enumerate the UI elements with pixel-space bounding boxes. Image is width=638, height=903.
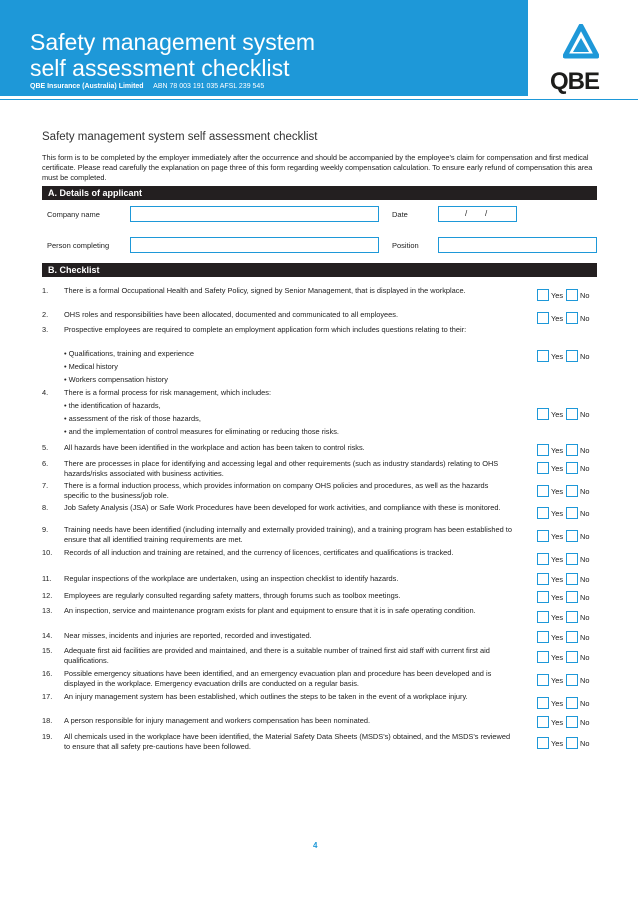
no-checkbox[interactable]	[566, 408, 578, 420]
yes-no-group	[537, 312, 597, 324]
yes-no-group	[537, 507, 597, 519]
yes-checkbox[interactable]	[537, 530, 549, 542]
yes-label: Yes	[551, 487, 564, 496]
no-label: No	[580, 739, 590, 748]
title-line-2: self assessment checklist	[30, 55, 290, 81]
no-label: No	[580, 613, 590, 622]
item-text: OHS roles and responsibilities have been allocated, documented and communicated to all employees.	[64, 310, 399, 319]
no-checkbox[interactable]	[566, 289, 578, 301]
header-banner	[0, 0, 528, 96]
item-number: 9.	[42, 525, 49, 534]
yes-checkbox[interactable]	[537, 716, 549, 728]
logo-wordmark: QBE	[550, 68, 600, 95]
item-number: 11.	[42, 574, 52, 583]
yes-no-group	[537, 674, 597, 686]
no-checkbox[interactable]	[566, 591, 578, 603]
no-label: No	[580, 487, 590, 496]
item-number: 6.	[42, 459, 49, 468]
no-label: No	[580, 509, 590, 518]
item-number: 7.	[42, 481, 49, 490]
company-name-input[interactable]	[130, 206, 379, 222]
no-checkbox[interactable]	[566, 573, 578, 585]
item-number: 19.	[42, 732, 53, 741]
no-checkbox[interactable]	[566, 350, 578, 362]
person-completing-label: Person completing	[47, 241, 110, 250]
item-bullet: • assessment of the risk of those hazards,	[64, 414, 201, 423]
yes-label: Yes	[551, 532, 564, 541]
date-input[interactable]	[438, 206, 517, 222]
yes-label: Yes	[551, 676, 564, 685]
item-number: 17.	[42, 692, 53, 701]
no-checkbox[interactable]	[566, 553, 578, 565]
no-label: No	[580, 410, 590, 419]
item-number: 16.	[42, 669, 53, 678]
no-label: No	[580, 718, 590, 727]
yes-checkbox[interactable]	[537, 631, 549, 643]
no-label: No	[580, 446, 590, 455]
item-text: Possible emergency situations have been identified, and an emergency evacuation plan and procedure has been developed and is displayed in the workplace. Emergency evacuation drills are conducted on a regular basis.	[64, 669, 492, 688]
yes-checkbox[interactable]	[537, 507, 549, 519]
yes-label: Yes	[551, 718, 564, 727]
title-line-1: Safety management system	[30, 29, 316, 55]
no-checkbox[interactable]	[566, 462, 578, 474]
yes-no-group	[537, 631, 597, 643]
item-number: 2.	[42, 310, 49, 319]
item-number: 10.	[42, 548, 53, 557]
yes-no-group	[537, 591, 597, 603]
yes-label: Yes	[551, 739, 564, 748]
no-label: No	[580, 314, 590, 323]
item-text: An injury management system has been established, which outlines the steps to be taken in the event of a workplace injury.	[64, 692, 468, 701]
yes-no-group	[537, 350, 597, 362]
yes-checkbox[interactable]	[537, 350, 549, 362]
page-number: 4	[313, 841, 318, 850]
yes-checkbox[interactable]	[537, 737, 549, 749]
item-number: 13.	[42, 606, 53, 615]
no-checkbox[interactable]	[566, 737, 578, 749]
yes-checkbox[interactable]	[537, 553, 549, 565]
no-checkbox[interactable]	[566, 444, 578, 456]
position-input[interactable]	[438, 237, 597, 253]
yes-no-group	[537, 716, 597, 728]
yes-label: Yes	[551, 613, 564, 622]
no-label: No	[580, 291, 590, 300]
item-text: There is a formal induction process, which provides information on company OHS policies and procedures, as well as the hazards specific to the business/job role.	[64, 481, 489, 500]
date-separator-2: /	[485, 209, 488, 218]
item-bullet: • Workers compensation history	[64, 375, 168, 384]
yes-no-group	[537, 611, 597, 623]
yes-label: Yes	[551, 593, 564, 602]
item-number: 3.	[42, 325, 49, 334]
yes-label: Yes	[551, 555, 564, 564]
yes-label: Yes	[551, 446, 564, 455]
yes-checkbox[interactable]	[537, 462, 549, 474]
yes-no-group	[537, 697, 597, 709]
yes-label: Yes	[551, 410, 564, 419]
no-label: No	[580, 633, 590, 642]
no-label: No	[580, 532, 590, 541]
item-number: 1.	[42, 286, 49, 295]
no-checkbox[interactable]	[566, 631, 578, 643]
item-text: Regular inspections of the workplace are undertaken, using an inspection checklist to identify hazards.	[64, 574, 399, 583]
no-checkbox[interactable]	[566, 716, 578, 728]
company-name: QBE Insurance (Australia) Limited	[30, 83, 144, 90]
item-text: Adequate first aid facilities are provided and maintained, and there is a suitable number of trained first aid staff with current first aid qualifications.	[64, 646, 490, 665]
yes-no-group	[537, 485, 597, 497]
yes-checkbox[interactable]	[537, 591, 549, 603]
no-label: No	[580, 593, 590, 602]
yes-label: Yes	[551, 464, 564, 473]
no-label: No	[580, 555, 590, 564]
item-text: All chemicals used in the workplace have been identified, the Material Safety Data Sheets (MSDS's) obtained, and the MSDS's reviewed to ensure that all safety pre-cautions have been followed.	[64, 732, 511, 751]
yes-no-group	[537, 553, 597, 565]
section-b-heading: B. Checklist	[42, 263, 597, 277]
abn-text: ABN 78 003 191 035 AFSL 239 545	[153, 83, 265, 90]
item-text: A person responsible for injury management and workers compensation has been nominated.	[64, 716, 371, 725]
no-checkbox[interactable]	[566, 611, 578, 623]
yes-checkbox[interactable]	[537, 697, 549, 709]
company-name-label: Company name	[47, 210, 100, 219]
item-bullet: • the identification of hazards,	[64, 401, 161, 410]
yes-checkbox[interactable]	[537, 674, 549, 686]
yes-label: Yes	[551, 653, 564, 662]
item-number: 18.	[42, 716, 53, 725]
yes-checkbox[interactable]	[537, 312, 549, 324]
item-text: An inspection, service and maintenance program exists for plant and equipment to ensure that it is in safe operating condition.	[64, 606, 476, 615]
form-title: Safety management system self assessment checklist	[42, 131, 318, 143]
no-label: No	[580, 653, 590, 662]
yes-checkbox[interactable]	[537, 408, 549, 420]
yes-checkbox[interactable]	[537, 444, 549, 456]
position-label: Position	[392, 241, 419, 250]
yes-no-group	[537, 462, 597, 474]
no-label: No	[580, 676, 590, 685]
yes-label: Yes	[551, 699, 564, 708]
item-text: There is a formal Occupational Health and Safety Policy, signed by Senior Management, that is displayed in the workplace.	[64, 286, 466, 295]
item-text: Training needs have been identified (including internally and externally provided training), and a training program has been established to ensure that all identified training requirements are met.	[64, 525, 512, 544]
yes-label: Yes	[551, 314, 564, 323]
item-number: 15.	[42, 646, 53, 655]
item-text: There are processes in place for identifying and accessing legal and other requirements (such as industry standards) relating to OHS hazards/risks associated with business activities.	[64, 459, 499, 478]
yes-checkbox[interactable]	[537, 289, 549, 301]
item-number: 14.	[42, 631, 53, 640]
item-text: Records of all induction and training are retained, and the currency of licences, certificates and qualifications is tracked.	[64, 548, 454, 557]
header-divider	[0, 99, 638, 100]
item-text: Employees are regularly consulted regarding safety matters, through forums such as toolbox meetings.	[64, 591, 401, 600]
qbe-emblem-icon	[563, 24, 599, 64]
no-label: No	[580, 464, 590, 473]
no-label: No	[580, 352, 590, 361]
yes-checkbox[interactable]	[537, 485, 549, 497]
item-bullet: • Medical history	[64, 362, 118, 371]
yes-no-group	[537, 573, 597, 585]
item-text: There is a formal process for risk management, which includes:	[64, 388, 272, 397]
yes-no-group	[537, 737, 597, 749]
no-checkbox[interactable]	[566, 674, 578, 686]
person-completing-input[interactable]	[130, 237, 379, 253]
date-separator-1: /	[465, 209, 468, 218]
item-text: Job Safety Analysis (JSA) or Safe Work Procedures have been developed for work activities, and compliance with these is monitored.	[64, 503, 501, 512]
item-text: Prospective employees are required to complete an employment application form which includes questions relating to their:	[64, 325, 467, 334]
no-checkbox[interactable]	[566, 312, 578, 324]
yes-no-group	[537, 651, 597, 663]
yes-label: Yes	[551, 575, 564, 584]
yes-label: Yes	[551, 509, 564, 518]
no-label: No	[580, 575, 590, 584]
yes-checkbox[interactable]	[537, 573, 549, 585]
yes-no-group	[537, 408, 597, 420]
item-number: 8.	[42, 503, 49, 512]
item-bullet: • Qualifications, training and experience	[64, 349, 194, 358]
yes-label: Yes	[551, 352, 564, 361]
item-text: Near misses, incidents and injuries are reported, recorded and investigated.	[64, 631, 312, 640]
no-checkbox[interactable]	[566, 697, 578, 709]
item-number: 4.	[42, 388, 49, 397]
no-checkbox[interactable]	[566, 485, 578, 497]
qbe-logo	[546, 24, 616, 96]
no-checkbox[interactable]	[566, 530, 578, 542]
no-checkbox[interactable]	[566, 507, 578, 519]
yes-label: Yes	[551, 633, 564, 642]
no-checkbox[interactable]	[566, 651, 578, 663]
company-info	[30, 83, 264, 90]
item-text: All hazards have been identified in the workplace and action has been taken to control risks.	[64, 443, 365, 452]
no-label: No	[580, 699, 590, 708]
form-intro: This form is to be completed by the employer immediately after the occurrence and should be accompanied by the employee's claim for compensation and first medical certificate. Please read carefully the explanation on page three of this form regarding weekly compensation calculation. To ensure early refund of compensation this area must be completed.	[42, 153, 593, 182]
yes-no-group	[537, 289, 597, 301]
yes-label: Yes	[551, 291, 564, 300]
yes-checkbox[interactable]	[537, 651, 549, 663]
section-a-heading: A. Details of applicant	[42, 186, 597, 200]
yes-checkbox[interactable]	[537, 611, 549, 623]
item-number: 12.	[42, 591, 53, 600]
yes-no-group	[537, 444, 597, 456]
item-number: 5.	[42, 443, 49, 452]
yes-no-group	[537, 530, 597, 542]
item-bullet: • and the implementation of control measures for eliminating or reducing those risks.	[64, 427, 339, 436]
date-label: Date	[392, 210, 408, 219]
